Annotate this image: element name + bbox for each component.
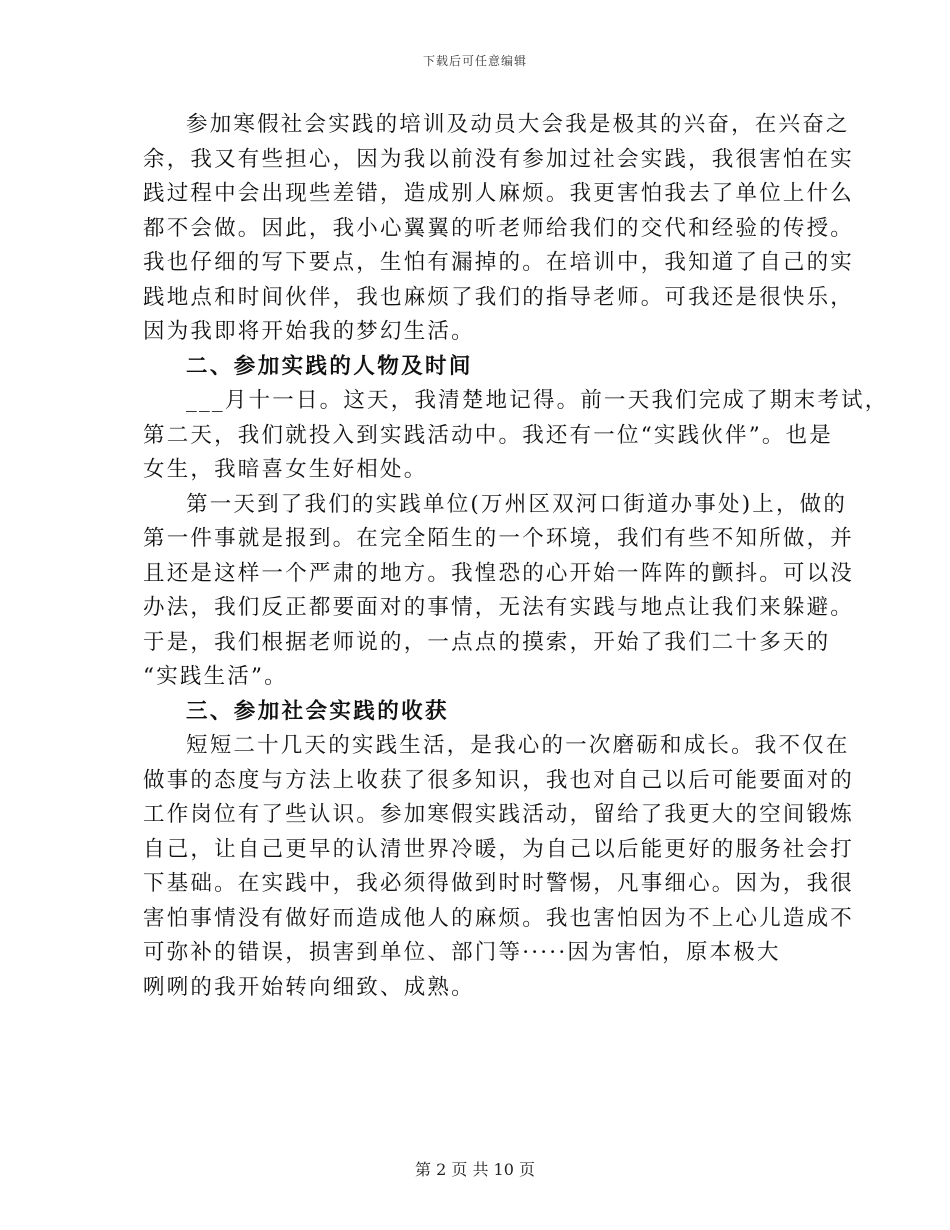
paragraph-training	[143, 108, 855, 350]
paragraph-first-day	[143, 488, 855, 695]
section-heading-gains: 三、参加社会实践的收获	[186, 698, 449, 724]
text-line: 可弥补的错误，损害到单位、部门等·····因为害怕，原本极大	[143, 940, 781, 965]
text-line: “实践生活”。	[143, 664, 288, 689]
text-line: 第二天，我们就投入到实践活动中。我还有一位“实践伙伴”。也是	[143, 422, 833, 448]
text-line: ___月十一日。这天，我清楚地记得。前一天我们完成了期末考试，	[186, 388, 889, 413]
text-line: 参加寒假社会实践的培训及动员大会我是极其的兴奋，在兴奋之	[186, 112, 850, 137]
paragraph-gains	[143, 729, 855, 1005]
document-body	[143, 108, 889, 1005]
page-header: 下载后可任意编辑	[422, 54, 527, 68]
text-line: 女生，我暗喜女生好相处。	[143, 457, 428, 482]
text-line: 且还是这样一个严肃的地方。我惶恐的心开始一阵阵的颤抖。可以没	[143, 560, 855, 586]
text-line: 办法，我们反正都要面对的事情，无法有实践与地点让我们来躲避。	[143, 595, 855, 620]
text-line: 害怕事情没有做好而造成他人的麻烦。我也害怕因为不上心儿造成不	[143, 905, 855, 931]
text-line: 我也仔细的写下要点，生怕有漏掉的。在培训中，我知道了自己的实	[143, 250, 855, 275]
text-line: 于是，我们根据老师说的，一点点的摸索，开始了我们二十多天的	[143, 629, 831, 655]
text-line: 自己，让自己更早的认清世界冷暖，为自己以后能更好的服务社会打	[143, 836, 855, 862]
text-line: 余，我又有些担心，因为我以前没有参加过社会实践，我很害怕在实	[143, 146, 855, 172]
section-heading-people-time: 二、参加实践的人物及时间	[186, 353, 473, 379]
paragraph-date	[143, 384, 889, 488]
text-line: 都不会做。因此，我小心翼翼的听老师给我们的交代和经验的传授。	[143, 215, 855, 241]
text-line: 咧咧的我开始转向细致、成熟。	[143, 974, 475, 1000]
text-line: 践地点和时间伙伴，我也麻烦了我们的指导老师。可我还是很快乐，	[143, 284, 855, 310]
text-line: 做事的态度与方法上收获了很多知识，我也对自己以后可能要面对的	[143, 767, 855, 793]
text-line: 短短二十几天的实践生活，是我心的一次磨砺和成长。我不仅在	[186, 733, 850, 758]
text-line: 下基础。在实践中，我必须得做到时时警惕，凡事细心。因为，我很	[143, 871, 855, 896]
text-line: 第一天到了我们的实践单位(万州区双河口街道办事处)上，做的	[186, 491, 848, 517]
text-line: 因为我即将开始我的梦幻生活。	[143, 319, 475, 344]
text-line: 践过程中会出现些差错，造成别人麻烦。我更害怕我去了单位上什么	[143, 181, 855, 206]
text-line: 工作岗位有了些认识。参加寒假实践活动，留给了我更大的空间锻炼	[143, 802, 855, 827]
text-line: 第一件事就是报到。在完全陌生的一个环境，我们有些不知所做，并	[143, 526, 855, 551]
page-number: 第 2 页 共 10 页	[415, 1160, 535, 1179]
